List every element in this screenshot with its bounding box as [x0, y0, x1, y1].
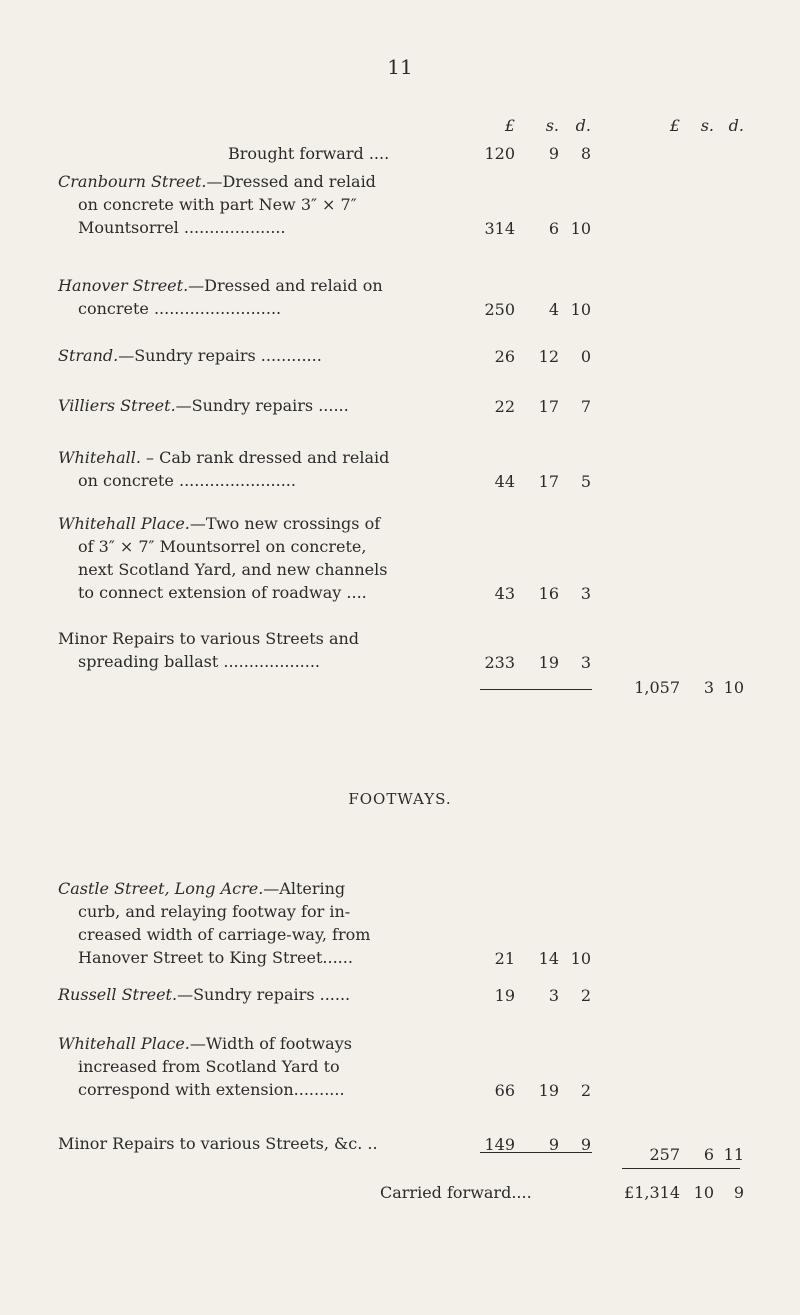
pence: 5	[580, 472, 591, 491]
entry-line: Cranbourn Street.—Dressed and relaid	[58, 172, 376, 191]
entry-line: Hanover Street.—Dressed and relaid on	[58, 276, 383, 295]
pence-header: d.	[728, 116, 744, 135]
pounds: 26	[494, 347, 515, 366]
pence-header: d.	[575, 116, 591, 135]
pence: 11	[723, 1145, 744, 1164]
shillings: 3	[703, 678, 714, 697]
shillings: 19	[538, 653, 559, 672]
shillings: 19	[538, 1081, 559, 1100]
shillings-header: s.	[700, 116, 714, 135]
shillings: 6	[548, 219, 559, 238]
total-rule	[622, 1168, 740, 1169]
pounds: 21	[494, 949, 515, 968]
entry-line: Castle Street, Long Acre.—Altering	[58, 879, 346, 898]
pounds: 66	[494, 1081, 515, 1100]
pounds: 233	[484, 653, 515, 672]
ledger-entry	[58, 1132, 460, 1155]
pounds: 257	[649, 1145, 680, 1164]
subtotal-rule	[480, 689, 592, 690]
section-title: FOOTWAYS.	[348, 790, 452, 808]
ledger-entry	[58, 170, 460, 239]
pence: 8	[580, 144, 591, 163]
entry-line: Whitehall Place.—Width of footways	[58, 1034, 352, 1053]
pence: 2	[580, 1081, 591, 1100]
pence: 10	[570, 949, 591, 968]
entry-line: Minor Repairs to various Streets and	[58, 629, 360, 648]
entry-line: on concrete with part New 3″ × 7″	[78, 195, 357, 214]
shillings: 10	[693, 1183, 714, 1202]
entry-line: Strand.—Sundry repairs ............	[58, 346, 322, 365]
entry-line: correspond with extension..........	[78, 1080, 345, 1099]
pounds: 22	[494, 397, 515, 416]
pounds: 43	[494, 584, 515, 603]
pence: 3	[580, 584, 591, 603]
ledger-entry	[58, 344, 460, 367]
entry-line: Minor Repairs to various Streets, &c. ..	[58, 1134, 378, 1153]
ledger-entry	[58, 1032, 460, 1101]
ledger-entry	[58, 274, 460, 320]
pence: 10	[570, 219, 591, 238]
entry-line: next Scotland Yard, and new channels	[78, 560, 388, 579]
carried-forward-label: Carried forward....	[380, 1183, 532, 1202]
pounds: 19	[494, 986, 515, 1005]
ledger-entry	[58, 446, 460, 492]
subtotal-rule	[480, 1152, 592, 1153]
entry-line: Whitehall Place.—Two new crossings of	[58, 514, 381, 533]
pounds: 314	[484, 219, 515, 238]
entry-line: Russell Street.—Sundry repairs ......	[58, 985, 351, 1004]
entry-line: creased width of carriage-way, from	[78, 925, 371, 944]
entry-line: Whitehall. – Cab rank dressed and relaid	[58, 448, 390, 467]
shillings: 9	[548, 144, 559, 163]
entry-line: concrete .........................	[78, 299, 282, 318]
shillings: 17	[538, 397, 559, 416]
pence: 10	[570, 300, 591, 319]
pence: 9	[580, 1135, 591, 1154]
shillings: 3	[548, 986, 559, 1005]
pounds: 250	[484, 300, 515, 319]
page-number: 11	[387, 55, 413, 79]
pence: 0	[580, 347, 591, 366]
shillings-header: s.	[545, 116, 559, 135]
pence: 7	[580, 397, 591, 416]
pounds: 120	[484, 144, 515, 163]
pounds: 149	[484, 1135, 515, 1154]
pence: 3	[580, 653, 591, 672]
ledger-entry	[58, 512, 460, 604]
pounds: 1,057	[634, 678, 680, 697]
entry-line: curb, and relaying footway for in-	[78, 902, 351, 921]
shillings: 9	[548, 1135, 559, 1154]
entry-line: Villiers Street.—Sundry repairs ......	[58, 396, 349, 415]
pounds: 44	[494, 472, 515, 491]
shillings: 17	[538, 472, 559, 491]
pence: 10	[723, 678, 744, 697]
shillings: 14	[538, 949, 559, 968]
shillings: 4	[548, 300, 559, 319]
pounds-header: £	[504, 116, 515, 135]
entry-line: of 3″ × 7″ Mountsorrel on concrete,	[78, 537, 367, 556]
entry-line: to connect extension of roadway ....	[78, 583, 367, 602]
shillings: 6	[703, 1145, 714, 1164]
ledger-entry	[58, 983, 460, 1006]
entry-line: Mountsorrel ....................	[78, 218, 286, 237]
entry-line: Hanover Street to King Street......	[78, 948, 353, 967]
pence: 9	[733, 1183, 744, 1202]
shillings: 16	[538, 584, 559, 603]
brought-forward-label: Brought forward ....	[228, 144, 390, 163]
pounds: £1,314	[624, 1183, 680, 1202]
entry-line: on concrete .......................	[78, 471, 296, 490]
ledger-entry	[58, 627, 460, 673]
pence: 2	[580, 986, 591, 1005]
entry-line: spreading ballast ...................	[78, 652, 321, 671]
ledger-entry	[58, 394, 460, 417]
ledger-entry	[58, 877, 460, 969]
shillings: 12	[538, 347, 559, 366]
entry-line: increased from Scotland Yard to	[78, 1057, 340, 1076]
pounds-header: £	[669, 116, 680, 135]
